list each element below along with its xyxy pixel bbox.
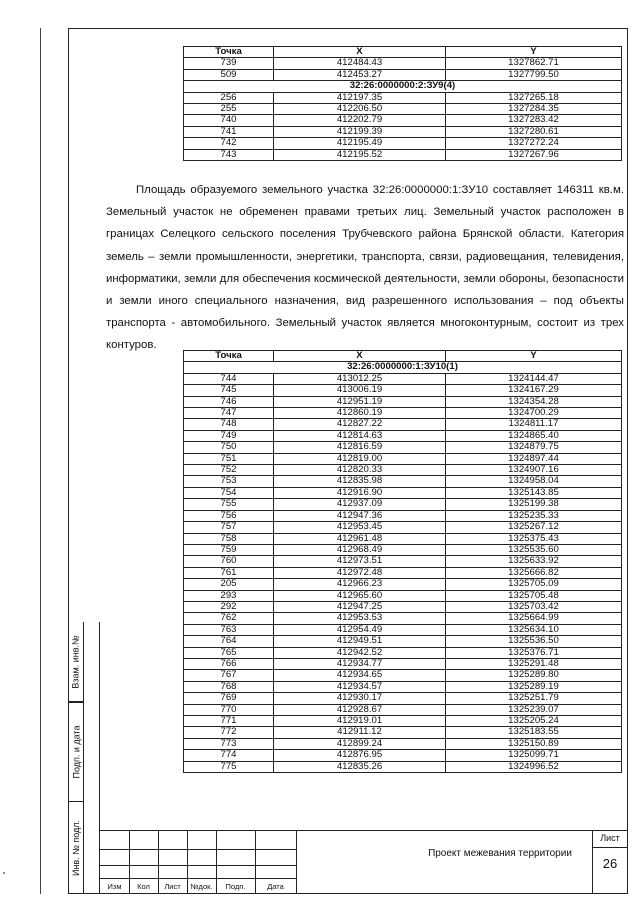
table-row: [184, 670, 622, 681]
table-row: [184, 681, 622, 692]
y-cell: 1325666.82: [446, 567, 622, 578]
y-cell: 1327284.35: [446, 104, 622, 115]
x-cell: 412199.39: [274, 126, 446, 137]
table-row: [184, 104, 622, 115]
table-row: [184, 385, 622, 396]
table-header: [184, 351, 622, 362]
side-stamp-strip: [68, 622, 100, 894]
title-block: [100, 830, 628, 894]
table-row: [184, 704, 622, 715]
x-cell: 412916.90: [274, 487, 446, 498]
x-cell: 412197.35: [274, 92, 446, 103]
x-cell: 412934.57: [274, 681, 446, 692]
x-cell: 412947.25: [274, 601, 446, 612]
point-cell: 747: [184, 408, 274, 419]
point-cell: 761: [184, 567, 274, 578]
outer-margin-line: [40, 28, 41, 894]
table-row: [184, 442, 622, 453]
table-row: [184, 624, 622, 635]
table-row: [184, 544, 622, 555]
y-cell: 1325705.09: [446, 579, 622, 590]
stamp-line: [296, 830, 297, 894]
table-row: [184, 465, 622, 476]
x-cell: 412953.45: [274, 522, 446, 533]
sheet-label: Лист: [600, 833, 620, 843]
x-cell: 412934.65: [274, 670, 446, 681]
point-cell: 762: [184, 613, 274, 624]
x-cell: 412876.95: [274, 750, 446, 761]
point-cell: 771: [184, 716, 274, 727]
x-cell: 412966.23: [274, 579, 446, 590]
y-cell: 1324865.40: [446, 430, 622, 441]
column-header: Y: [446, 47, 622, 58]
point-cell: 760: [184, 556, 274, 567]
point-cell: 742: [184, 138, 274, 149]
x-cell: 412820.33: [274, 465, 446, 476]
y-cell: 1324700.29: [446, 408, 622, 419]
table-row: [184, 58, 622, 69]
point-cell: 739: [184, 58, 274, 69]
y-cell: 1324811.17: [446, 419, 622, 430]
x-cell: 412206.50: [274, 104, 446, 115]
y-cell: 1325099.71: [446, 750, 622, 761]
x-cell: 412942.52: [274, 647, 446, 658]
column-header: X: [274, 47, 446, 58]
replacement-inventory-label: Взам. инв.№: [71, 635, 82, 689]
point-cell: 767: [184, 670, 274, 681]
point-cell: 768: [184, 681, 274, 692]
section-row: [184, 81, 622, 92]
x-cell: 412816.59: [274, 442, 446, 453]
y-cell: 1325267.12: [446, 522, 622, 533]
x-cell: 412953.53: [274, 613, 446, 624]
table-row: [184, 499, 622, 510]
point-cell: 770: [184, 704, 274, 715]
point-cell: 775: [184, 761, 274, 772]
point-cell: 773: [184, 738, 274, 749]
table-row: [184, 138, 622, 149]
y-cell: 1325289.80: [446, 670, 622, 681]
y-cell: 1325143.85: [446, 487, 622, 498]
x-cell: 412949.51: [274, 636, 446, 647]
point-cell: 758: [184, 533, 274, 544]
section-row: [184, 362, 622, 373]
x-cell: 412819.00: [274, 453, 446, 464]
point-cell: 292: [184, 601, 274, 612]
y-cell: 1325376.71: [446, 647, 622, 658]
y-cell: 1325375.43: [446, 533, 622, 544]
y-cell: 1324897.44: [446, 453, 622, 464]
y-cell: 1325150.89: [446, 738, 622, 749]
table-row: [184, 487, 622, 498]
table-row: [184, 396, 622, 407]
y-cell: 1327280.61: [446, 126, 622, 137]
y-cell: 1325239.07: [446, 704, 622, 715]
x-cell: 412954.49: [274, 624, 446, 635]
col-izm-label: Изм: [107, 882, 122, 891]
x-cell: 412484.43: [274, 58, 446, 69]
point-cell: 766: [184, 658, 274, 669]
table-row: [184, 149, 622, 160]
y-cell: 1325664.99: [446, 613, 622, 624]
y-cell: 1324996.52: [446, 761, 622, 772]
table-row: [184, 636, 622, 647]
table-row: [184, 601, 622, 612]
signature-date-label: Подп. и дата: [71, 725, 82, 779]
y-cell: 1325251.79: [446, 693, 622, 704]
table-header: [184, 47, 622, 58]
x-cell: 412961.48: [274, 533, 446, 544]
point-cell: 256: [184, 92, 274, 103]
point-cell: 751: [184, 453, 274, 464]
y-cell: 1327267.96: [446, 149, 622, 160]
y-cell: 1325535.60: [446, 544, 622, 555]
coordinates-table-zu9: [183, 46, 622, 161]
original-inventory-label: Инв. № подл.: [71, 819, 81, 877]
table-row: [184, 408, 622, 419]
table-row: [184, 92, 622, 103]
point-cell: 765: [184, 647, 274, 658]
point-cell: 743: [184, 149, 274, 160]
x-cell: 412827.22: [274, 419, 446, 430]
col-kol-label: Кол: [137, 882, 150, 891]
x-cell: 412453.27: [274, 69, 446, 80]
table-row: [184, 522, 622, 533]
sheet-number: 26: [602, 856, 618, 871]
x-cell: 412919.01: [274, 716, 446, 727]
x-cell: 412951.19: [274, 396, 446, 407]
table-row: [184, 373, 622, 384]
point-cell: 764: [184, 636, 274, 647]
document-title: Проект межевания территории: [428, 848, 572, 859]
y-cell: 1325183.55: [446, 727, 622, 738]
y-cell: 1327272.24: [446, 138, 622, 149]
y-cell: 1324144.47: [446, 373, 622, 384]
point-cell: 509: [184, 69, 274, 80]
table-row: [184, 590, 622, 601]
point-cell: 255: [184, 104, 274, 115]
point-cell: 745: [184, 385, 274, 396]
area-paragraph: Площадь образуемого земельного участка 32:26:0000000:1:ЗУ10 составляет 146311 кв.м. Земельный участок не обременен правами третьих лиц. Земельный участок расположен в границах Селецкого сельского поселения Трубчевского района Брянской области. Категория земель – земли промышленности, энергетики, транспорта, связи, радиовещания, телевидения, информатики, земли для обеспечения космической деятельности, земли обороны, безопасности и земли иного специального назначения, вид разрешенного использования – под объекты транспорта - автомобильного. Земельный участок является многоконтурным, состоит из трех контуров.: [106, 184, 624, 352]
table-row: [184, 556, 622, 567]
col-list-label: Лист: [164, 882, 181, 891]
parcel-id: 32:26:0000000:2:ЗУ9(4): [184, 81, 622, 92]
point-cell: 741: [184, 126, 274, 137]
y-cell: 1325536.50: [446, 636, 622, 647]
table-row: [184, 126, 622, 137]
point-cell: 752: [184, 465, 274, 476]
table-row: [184, 567, 622, 578]
point-cell: 759: [184, 544, 274, 555]
table-row: [184, 115, 622, 126]
point-cell: 769: [184, 693, 274, 704]
x-cell: 412937.09: [274, 499, 446, 510]
point-cell: 774: [184, 750, 274, 761]
point-cell: 755: [184, 499, 274, 510]
col-podp-label: Подп.: [225, 882, 246, 891]
point-cell: 754: [184, 487, 274, 498]
y-cell: 1324958.04: [446, 476, 622, 487]
parcel-id: 32:26:0000000:1:ЗУ10(1): [184, 362, 622, 373]
area-description: [106, 179, 624, 357]
y-cell: 1324354.28: [446, 396, 622, 407]
y-cell: 1325289.19: [446, 681, 622, 692]
point-cell: 744: [184, 373, 274, 384]
y-cell: 1325291.48: [446, 658, 622, 669]
x-cell: 412947.36: [274, 510, 446, 521]
x-cell: 412930.17: [274, 693, 446, 704]
y-cell: 1325633.92: [446, 556, 622, 567]
point-cell: 757: [184, 522, 274, 533]
table-row: [184, 647, 622, 658]
col-ndok-label: №док.: [190, 882, 213, 891]
stamp-line: [100, 830, 628, 831]
x-cell: 412835.26: [274, 761, 446, 772]
y-cell: 1325235.33: [446, 510, 622, 521]
table-row: [184, 693, 622, 704]
x-cell: 412195.49: [274, 138, 446, 149]
table-row: [184, 533, 622, 544]
y-cell: 1325634.10: [446, 624, 622, 635]
table-row: [184, 476, 622, 487]
column-header: Точка: [184, 351, 274, 362]
x-cell: 412202.79: [274, 115, 446, 126]
column-header: X: [274, 351, 446, 362]
table-row: [184, 510, 622, 521]
y-cell: 1324167.29: [446, 385, 622, 396]
table-row: [184, 738, 622, 749]
y-cell: 1325703.42: [446, 601, 622, 612]
x-cell: 413012.25: [274, 373, 446, 384]
table-row: [184, 716, 622, 727]
point-cell: 740: [184, 115, 274, 126]
x-cell: 412195.52: [274, 149, 446, 160]
point-cell: 750: [184, 442, 274, 453]
scan-dot: [3, 872, 5, 874]
y-cell: 1327283.42: [446, 115, 622, 126]
point-cell: 763: [184, 624, 274, 635]
point-cell: 293: [184, 590, 274, 601]
x-cell: 412965.60: [274, 590, 446, 601]
y-cell: 1325199.38: [446, 499, 622, 510]
x-cell: 412928.67: [274, 704, 446, 715]
y-cell: 1327862.71: [446, 58, 622, 69]
table-row: [184, 579, 622, 590]
point-cell: 748: [184, 419, 274, 430]
x-cell: 413006.19: [274, 385, 446, 396]
column-header: Y: [446, 351, 622, 362]
x-cell: 412860.19: [274, 408, 446, 419]
y-cell: 1324907.16: [446, 465, 622, 476]
table-row: [184, 419, 622, 430]
y-cell: 1327265.18: [446, 92, 622, 103]
column-header: Точка: [184, 47, 274, 58]
table-row: [184, 453, 622, 464]
table-row: [184, 761, 622, 772]
point-cell: 205: [184, 579, 274, 590]
x-cell: 412934.77: [274, 658, 446, 669]
coordinates-table-zu10: [183, 350, 622, 773]
table-row: [184, 430, 622, 441]
table-row: [184, 658, 622, 669]
x-cell: 412835.98: [274, 476, 446, 487]
point-cell: 772: [184, 727, 274, 738]
table-row: [184, 613, 622, 624]
x-cell: 412973.51: [274, 556, 446, 567]
y-cell: 1325205.24: [446, 716, 622, 727]
point-cell: 756: [184, 510, 274, 521]
y-cell: 1325705.48: [446, 590, 622, 601]
y-cell: 1327799.50: [446, 69, 622, 80]
point-cell: 753: [184, 476, 274, 487]
table-row: [184, 69, 622, 80]
point-cell: 746: [184, 396, 274, 407]
x-cell: 412899.24: [274, 738, 446, 749]
point-cell: 749: [184, 430, 274, 441]
x-cell: 412814.63: [274, 430, 446, 441]
x-cell: 412911.12: [274, 727, 446, 738]
table-row: [184, 727, 622, 738]
table-row: [184, 750, 622, 761]
col-data-label: Дата: [267, 882, 284, 891]
x-cell: 412972.48: [274, 567, 446, 578]
x-cell: 412968.49: [274, 544, 446, 555]
y-cell: 1324879.75: [446, 442, 622, 453]
